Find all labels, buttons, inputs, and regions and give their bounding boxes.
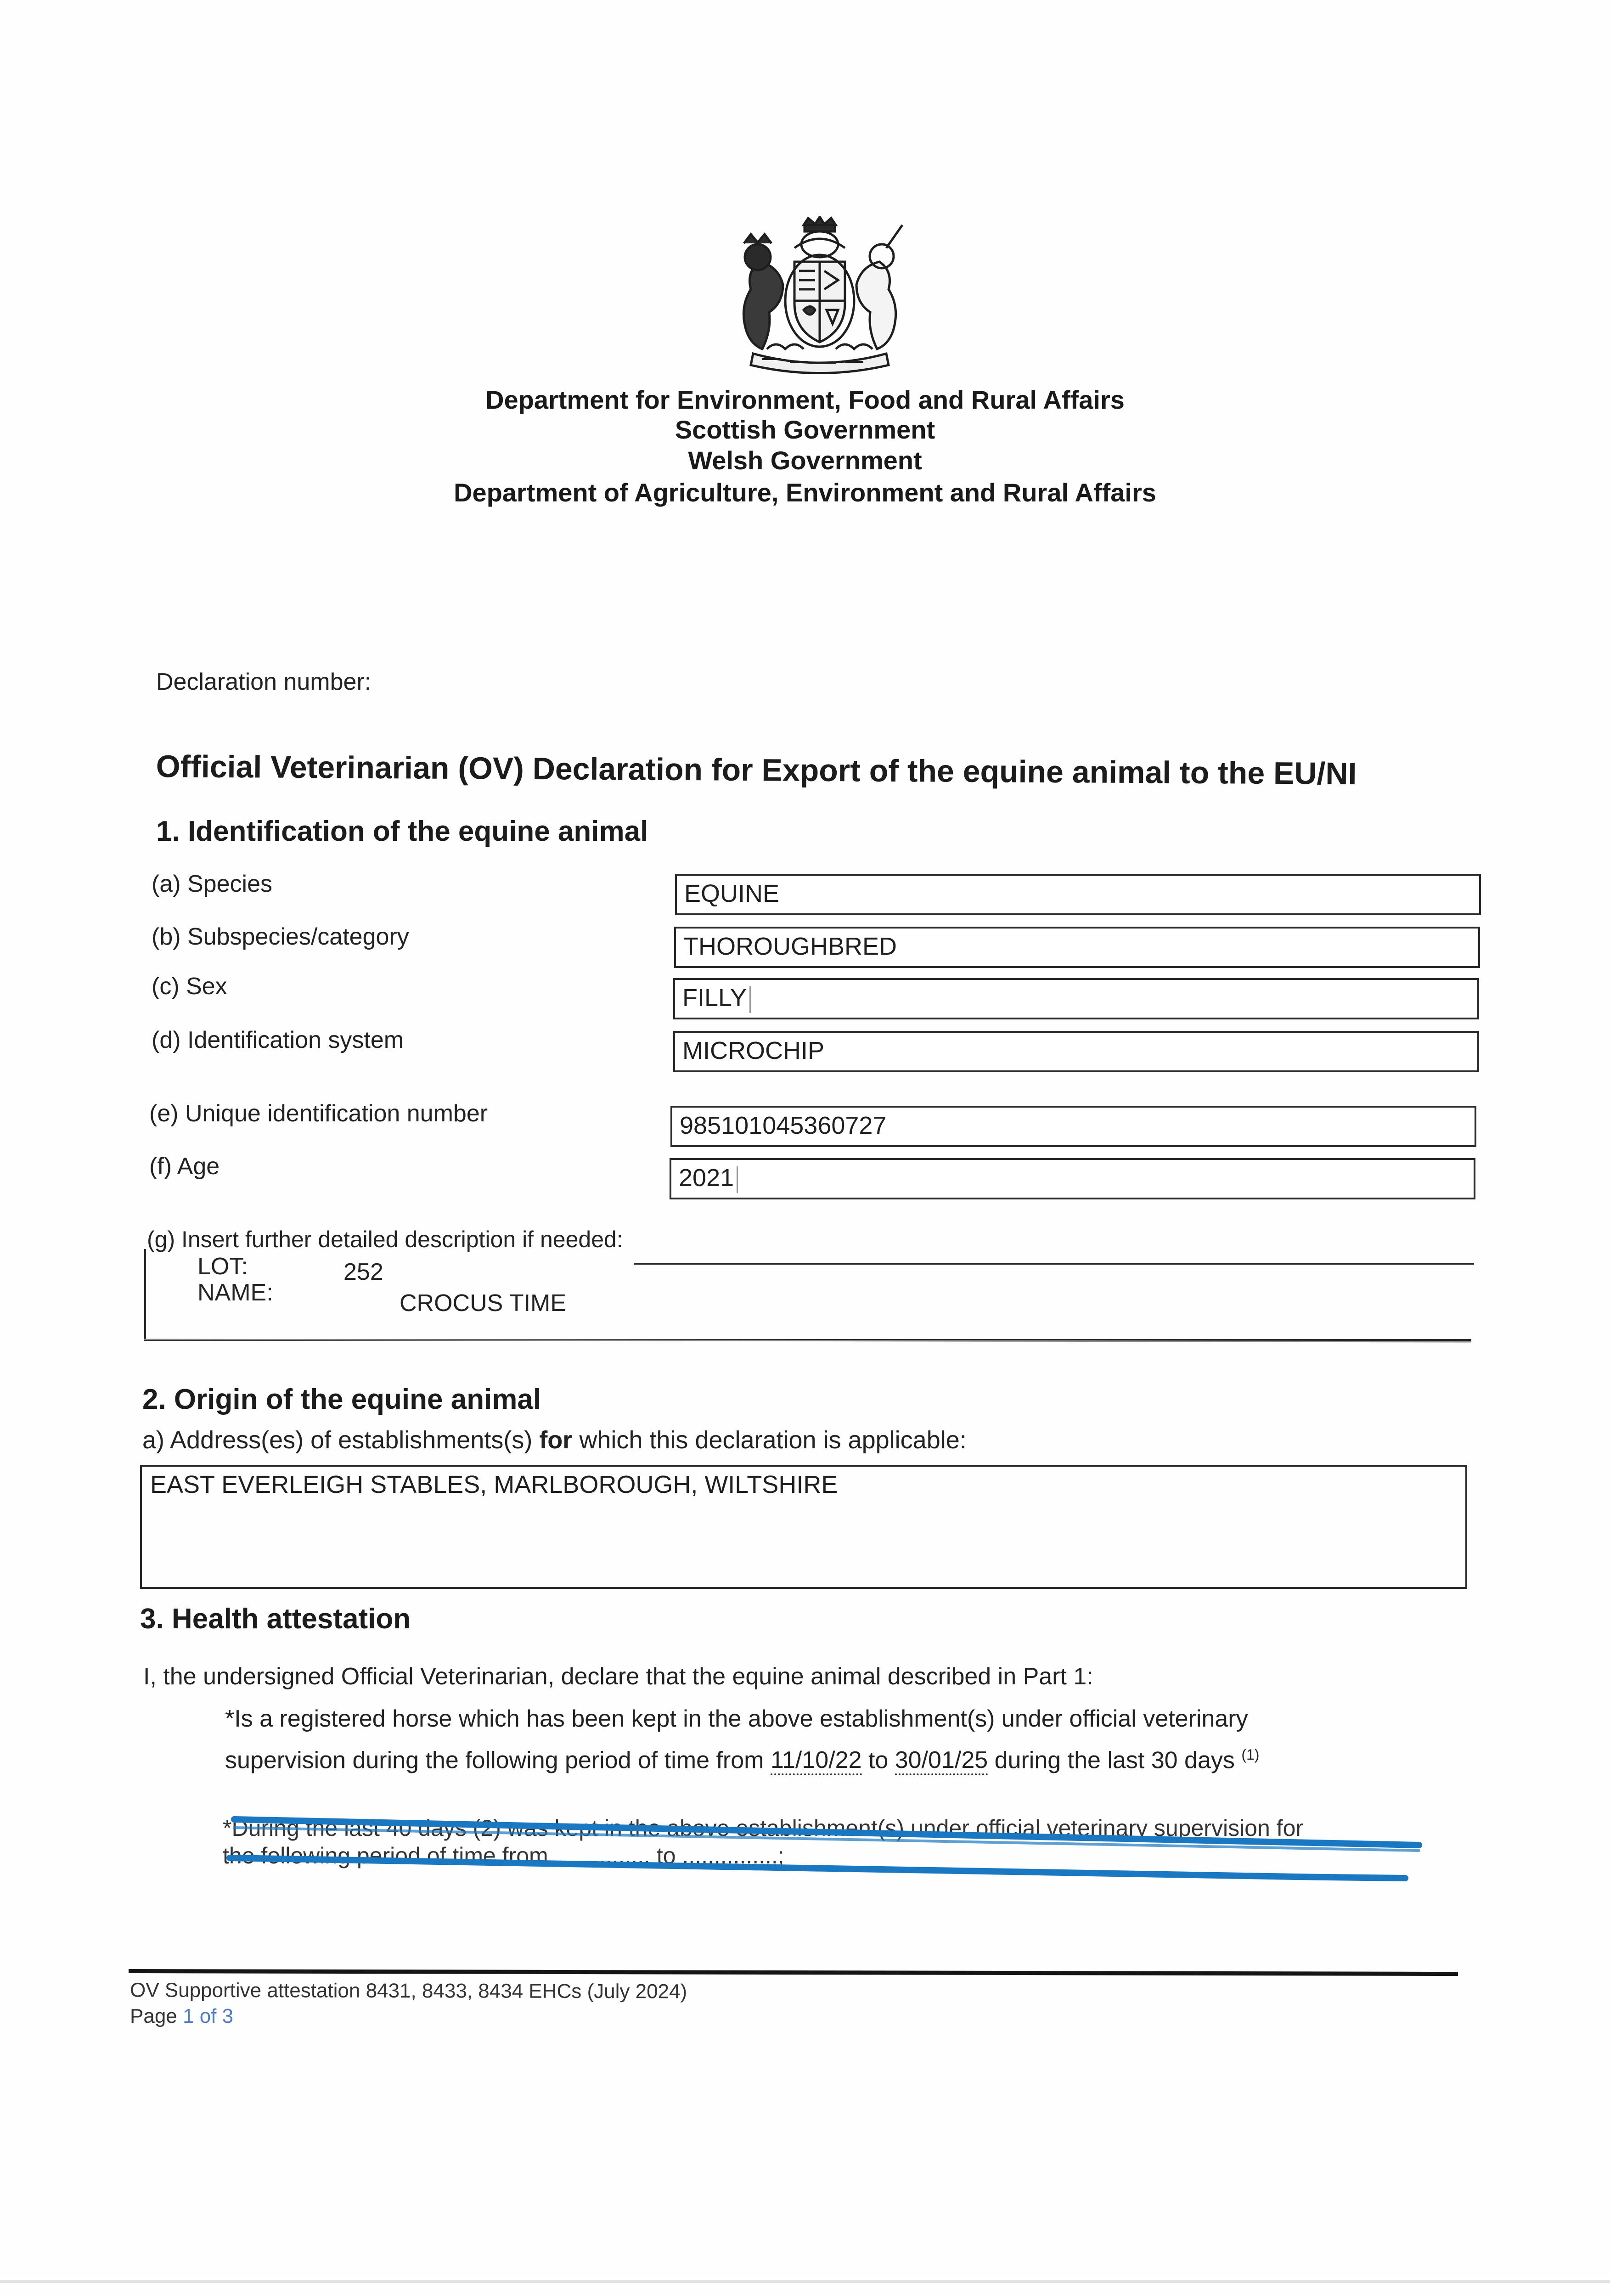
option1-line1: *Is a registered horse which has been kept in the above establishment(s) under official veterinary (225, 1705, 1248, 1732)
subspecies-label: (b) Subspecies/category (152, 923, 409, 950)
lot-label: LOT: (197, 1253, 248, 1280)
from-date[interactable]: 11/10/22 (771, 1747, 862, 1775)
declaration-number-label: Declaration number: (156, 669, 372, 695)
text-cursor (737, 1166, 738, 1193)
scan-edge (0, 2280, 1610, 2283)
sex-field[interactable] (673, 978, 1479, 1019)
identification-system-value: MICROCHIP (682, 1037, 824, 1064)
age-field[interactable] (670, 1158, 1475, 1199)
attestation-intro: I, the undersigned Official Veterinarian, declare that the equine animal described in Part 1: (143, 1663, 1093, 1690)
pen-strikethrough (216, 1809, 1428, 1892)
address-value: EAST EVERLEIGH STABLES, MARLBOROUGH, WILTSHIRE (150, 1471, 838, 1498)
name-value: CROCUS TIME (400, 1290, 567, 1317)
age-label: (f) Age (149, 1153, 220, 1180)
royal-coat-of-arms-icon (726, 216, 914, 381)
to-word: to (861, 1747, 895, 1774)
org-scottish-government: Scottish Government (675, 415, 935, 444)
address-label-suffix: which this declaration is applicable: (572, 1426, 967, 1454)
option2-line2: the following period of time from ............... to ...............; (223, 1843, 784, 1868)
unique-id-value: 985101045360727 (680, 1112, 887, 1139)
section2-heading: 2. Origin of the equine animal (142, 1384, 541, 1415)
identification-system-field[interactable] (673, 1031, 1479, 1072)
page-number (130, 2004, 233, 2028)
org-welsh-government: Welsh Government (688, 446, 922, 475)
text-cursor (749, 986, 751, 1013)
species-value: EQUINE (684, 880, 780, 907)
age-value: 2021 (679, 1164, 734, 1192)
address-box[interactable] (140, 1465, 1467, 1589)
species-field[interactable] (675, 874, 1481, 915)
footer-line1: OV Supportive attestation 8431, 8433, 8434 EHCs (July 2024) (129, 1979, 687, 2003)
page-total: 3 (222, 2005, 234, 2027)
name-label: NAME: (197, 1279, 273, 1306)
to-date[interactable]: 30/01/25 (895, 1747, 988, 1775)
page-current: 1 (182, 2005, 194, 2027)
org-defra: Department for Environment, Food and Rural Affairs (485, 385, 1125, 414)
address-label-prefix: a) Address(es) of establishments(s) (142, 1426, 540, 1454)
species-label: (a) Species (152, 871, 272, 897)
option1-line2-prefix: supervision during the following period of time from (225, 1747, 771, 1774)
sex-label: (c) Sex (152, 973, 227, 1000)
subspecies-field[interactable] (674, 927, 1480, 968)
unique-id-field[interactable] (670, 1106, 1476, 1147)
address-label (142, 1426, 967, 1454)
org-daera: Department of Agriculture, Environment and Rural Affairs (454, 478, 1156, 507)
section1-heading: 1. Identification of the equine animal (156, 816, 648, 847)
option1-line2 (225, 1740, 1259, 1774)
document-title: Official Veterinarian (OV) Declaration for Export of the equine animal to the EU/NI (156, 749, 1357, 791)
address-label-bold: for (539, 1426, 573, 1454)
unique-id-label: (e) Unique identification number (149, 1100, 488, 1127)
identification-system-label: (d) Identification system (152, 1027, 404, 1053)
footer-rule (129, 1969, 1458, 1976)
page-prefix: Page (130, 2005, 183, 2027)
sex-value: FILLY (682, 984, 747, 1012)
lot-value: 252 (343, 1259, 383, 1285)
option1-line2-suffix: during the last 30 days (988, 1747, 1242, 1774)
option2-line1: *During the last 40 days (2) was kept in the above establishment(s) under official veterinary supervision for (223, 1815, 1304, 1841)
page-of: of (194, 2005, 222, 2027)
footnote-1: (1) (1241, 1746, 1260, 1763)
section3-heading: 3. Health attestation (140, 1603, 411, 1635)
subspecies-value: THOROUGHBRED (683, 933, 897, 960)
further-description-label: (g) Insert further detailed description if needed: (147, 1227, 623, 1252)
